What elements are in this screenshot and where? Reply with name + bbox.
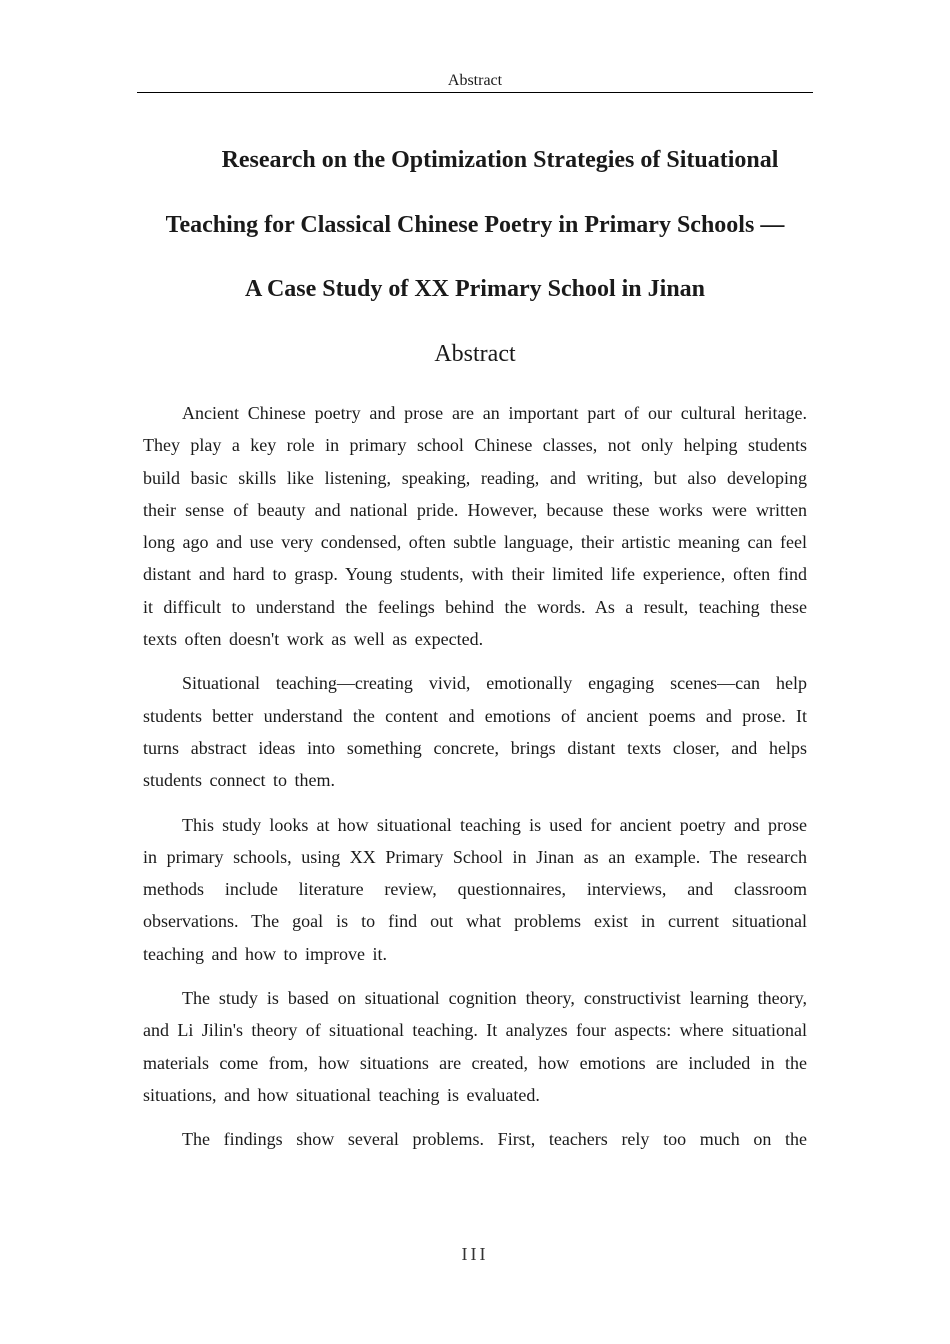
abstract-paragraph-2: Situational teaching—creating vivid, emotionally engaging scenes—can help students better understand the content and emotions of ancient poems and prose. It turns abstract ideas into something concrete, brings distant texts closer, and helps students connect to them. [143, 673, 807, 791]
section-heading: Abstract [434, 341, 516, 367]
page-number: III [461, 1244, 489, 1264]
title-line-2: Teaching for Classical Chinese Poetry in Primary Schools — [165, 211, 785, 238]
abstract-paragraph-5: The findings show several problems. First, teachers rely too much on the [182, 1129, 807, 1150]
running-header-title: Abstract [447, 72, 503, 89]
abstract-body [143, 397, 807, 1168]
title-line-1: Research on the Optimization Strategies of Situational [221, 147, 779, 173]
abstract-paragraph-4: The study is based on situational cognition theory, constructivist learning theory, and Li Jilin's theory of situational teaching. It analyzes four aspects: where situational materials come from, how situations are created, how emotions are included in the situations, and how situational teaching is evaluated. [143, 988, 807, 1105]
title-line-3: A Case Study of XX Primary School in Jinan [244, 276, 706, 302]
running-header [137, 70, 813, 93]
abstract-paragraph-3: This study looks at how situational teaching is used for ancient poetry and prose in primary schools, using XX Primary School in Jinan as an example. The research methods include literature review, questionnaires, interviews, and classroom observations. The goal is to find out what problems exist in current situational teaching and how to improve it. [143, 814, 807, 964]
abstract-paragraph-1: Ancient Chinese poetry and prose are an important part of our cultural heritage. They play a key role in primary school Chinese classes, not only helping students build basic skills like listening, speaking, reading, and writing, but also developing their sense of beauty and national pride. However, because these works were written long ago and use very condensed, often subtle language, their artistic meaning can feel distant and hard to grasp. Young students, with their limited life experience, often find it difficult to understand the feelings behind the words. As a result, teaching these texts often doesn't work as well as expected. [143, 403, 807, 650]
thesis-title [143, 128, 807, 322]
